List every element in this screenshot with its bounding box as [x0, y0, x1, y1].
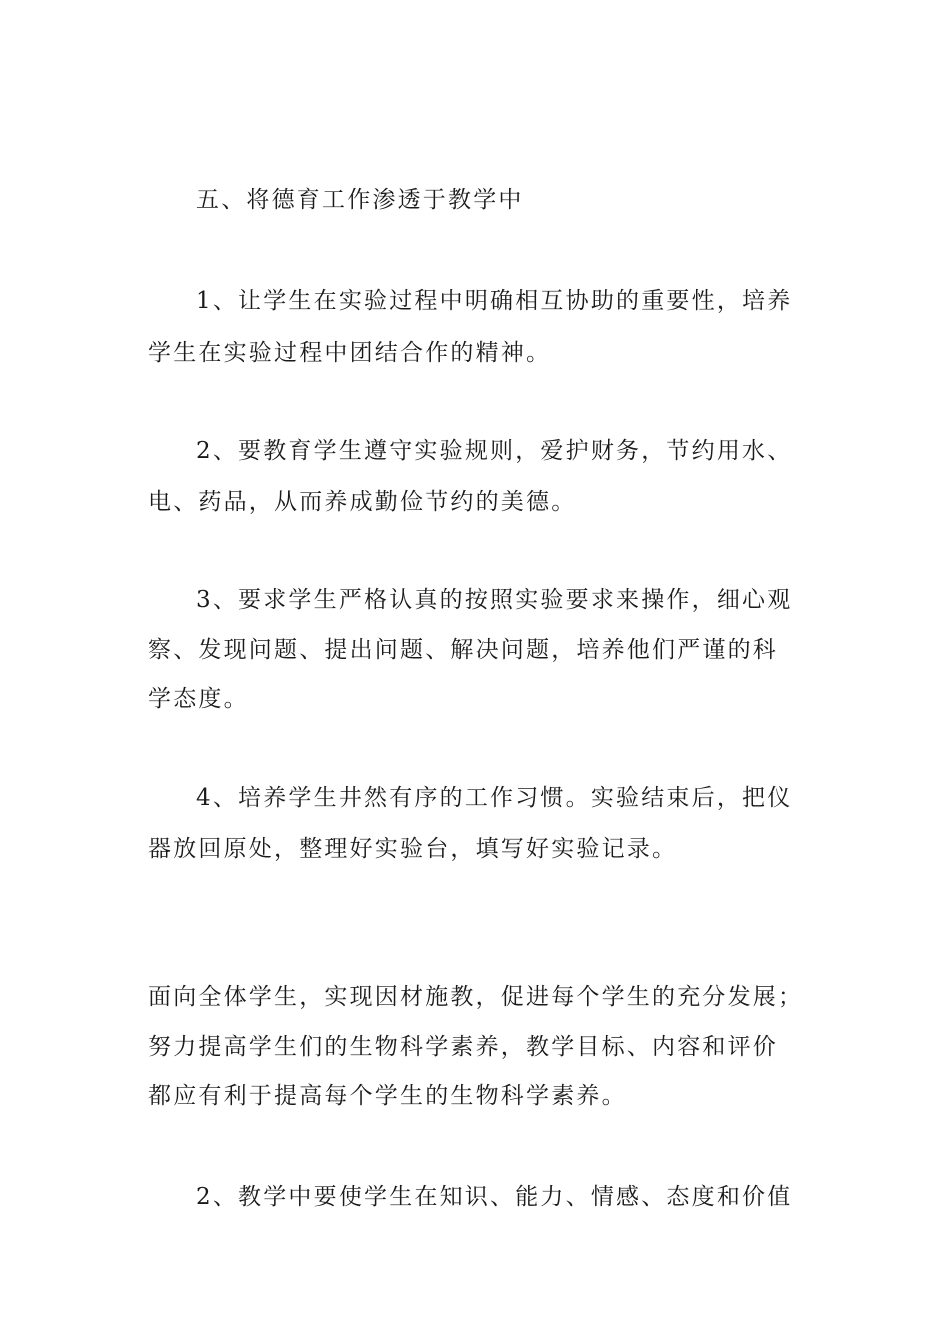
- paragraph-5-line-2: 努力提高学生们的生物科学素养，教学目标、内容和评价: [148, 1034, 778, 1060]
- paragraph-4-line-2: 器放回原处，整理好实验台，填写好实验记录。: [148, 836, 678, 862]
- paragraph-1-line-2: 学生在实验过程中团结合作的精神。: [148, 340, 552, 366]
- paragraph-4-line-1: 4、培养学生井然有序的工作习惯。实验结束后，把仪: [196, 785, 793, 811]
- section-heading: 五、将德育工作渗透于教学中: [196, 187, 524, 213]
- paragraph-3-line-2: 察、发现问题、提出问题、解决问题，培养他们严谨的科: [148, 637, 778, 663]
- paragraph-3-line-1: 3、要求学生严格认真的按照实验要求来操作，细心观: [196, 587, 793, 613]
- paragraph-2-line-2: 电、药品，从而养成勤俭节约的美德。: [148, 489, 577, 515]
- paragraph-3-line-3: 学态度。: [148, 686, 249, 712]
- paragraph-2-line-1: 2、要教育学生遵守实验规则，爱护财务，节约用水、: [196, 438, 793, 464]
- paragraph-5-line-1: 面向全体学生，实现因材施教，促进每个学生的充分发展；: [148, 984, 804, 1010]
- paragraph-6-line-1: 2、教学中要使学生在知识、能力、情感、态度和价值: [196, 1184, 793, 1210]
- paragraph-1-line-1: 1、让学生在实验过程中明确相互协助的重要性，培养: [196, 288, 793, 314]
- paragraph-5-line-3: 都应有利于提高每个学生的生物科学素养。: [148, 1083, 627, 1109]
